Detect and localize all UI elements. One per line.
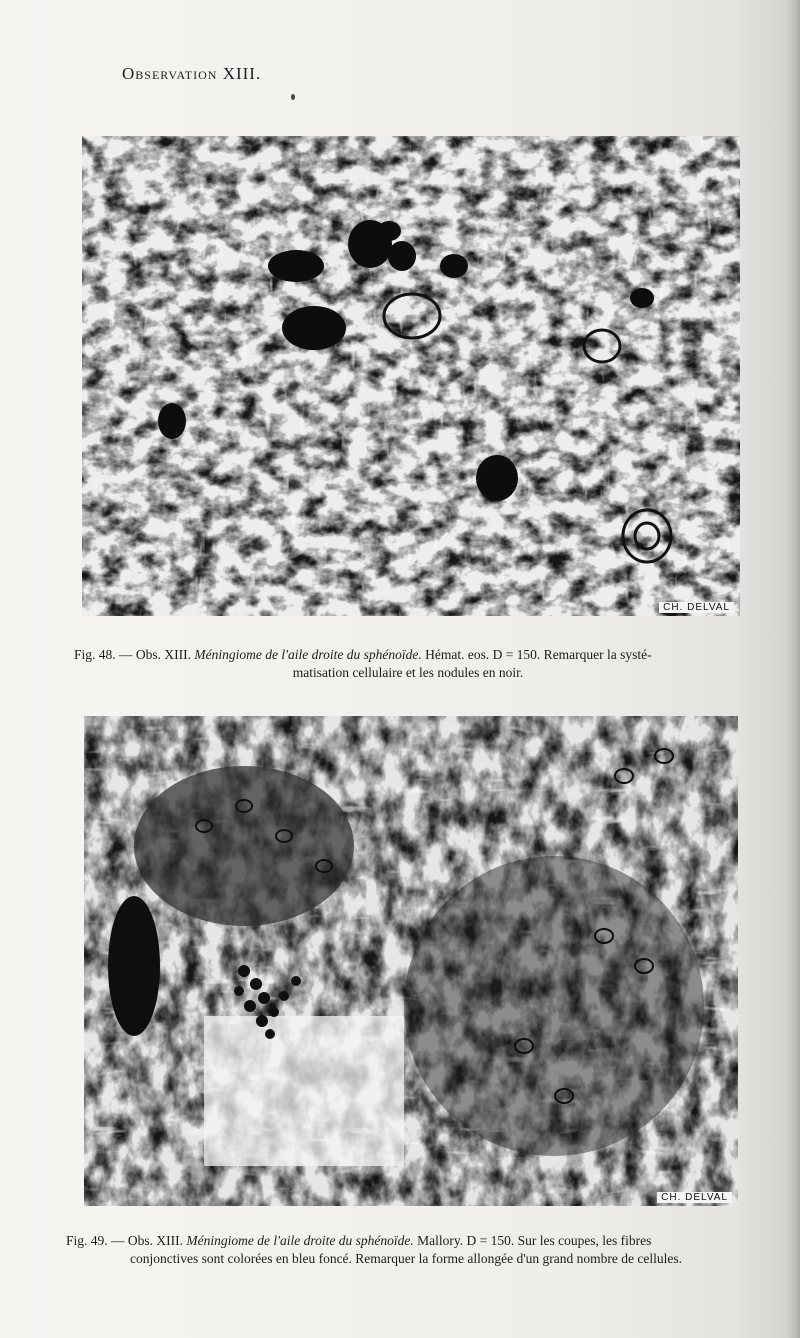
figure-48-caption [74,646,742,682]
figure-49-caption-text: Mallory. D = 150. Sur les coupes, les fibres [413,1233,652,1248]
figure-48-caption-text: Hémat. eos. D = 150. Remarquer la systé- [421,647,652,662]
figure-49-caption-prefix: Fig. 49. — Obs. XIII. [66,1233,187,1248]
figure-49-caption [66,1232,746,1268]
figure-48-caption-prefix: Fig. 48. — Obs. XIII. [74,647,195,662]
figure-48-micrograph [82,136,740,616]
figure-48-caption-title: Méningiome de l'aile droite du sphénoïde. [194,647,422,662]
figure-49-caption-title: Méningiome de l'aile droite du sphénoïde. [186,1233,414,1248]
figure-49-micrograph [84,716,738,1206]
print-speck [291,94,295,100]
page-edge-shadow [786,0,800,1338]
figure-48-image [82,136,740,616]
figure-48-credit: CH. DELVAL [659,602,734,613]
figure-49-image [84,716,738,1206]
figure-49-caption-line2: conjonctives sont colorées en bleu foncé. Remarquer la forme allongée d'un grand nombre de cellules. [130,1251,682,1266]
page-header: Observation XIII. [122,64,262,83]
figure-48-caption-line2: matisation cellulaire et les nodules en noir. [292,665,524,680]
figure-49-credit: CH. DELVAL [657,1192,732,1203]
